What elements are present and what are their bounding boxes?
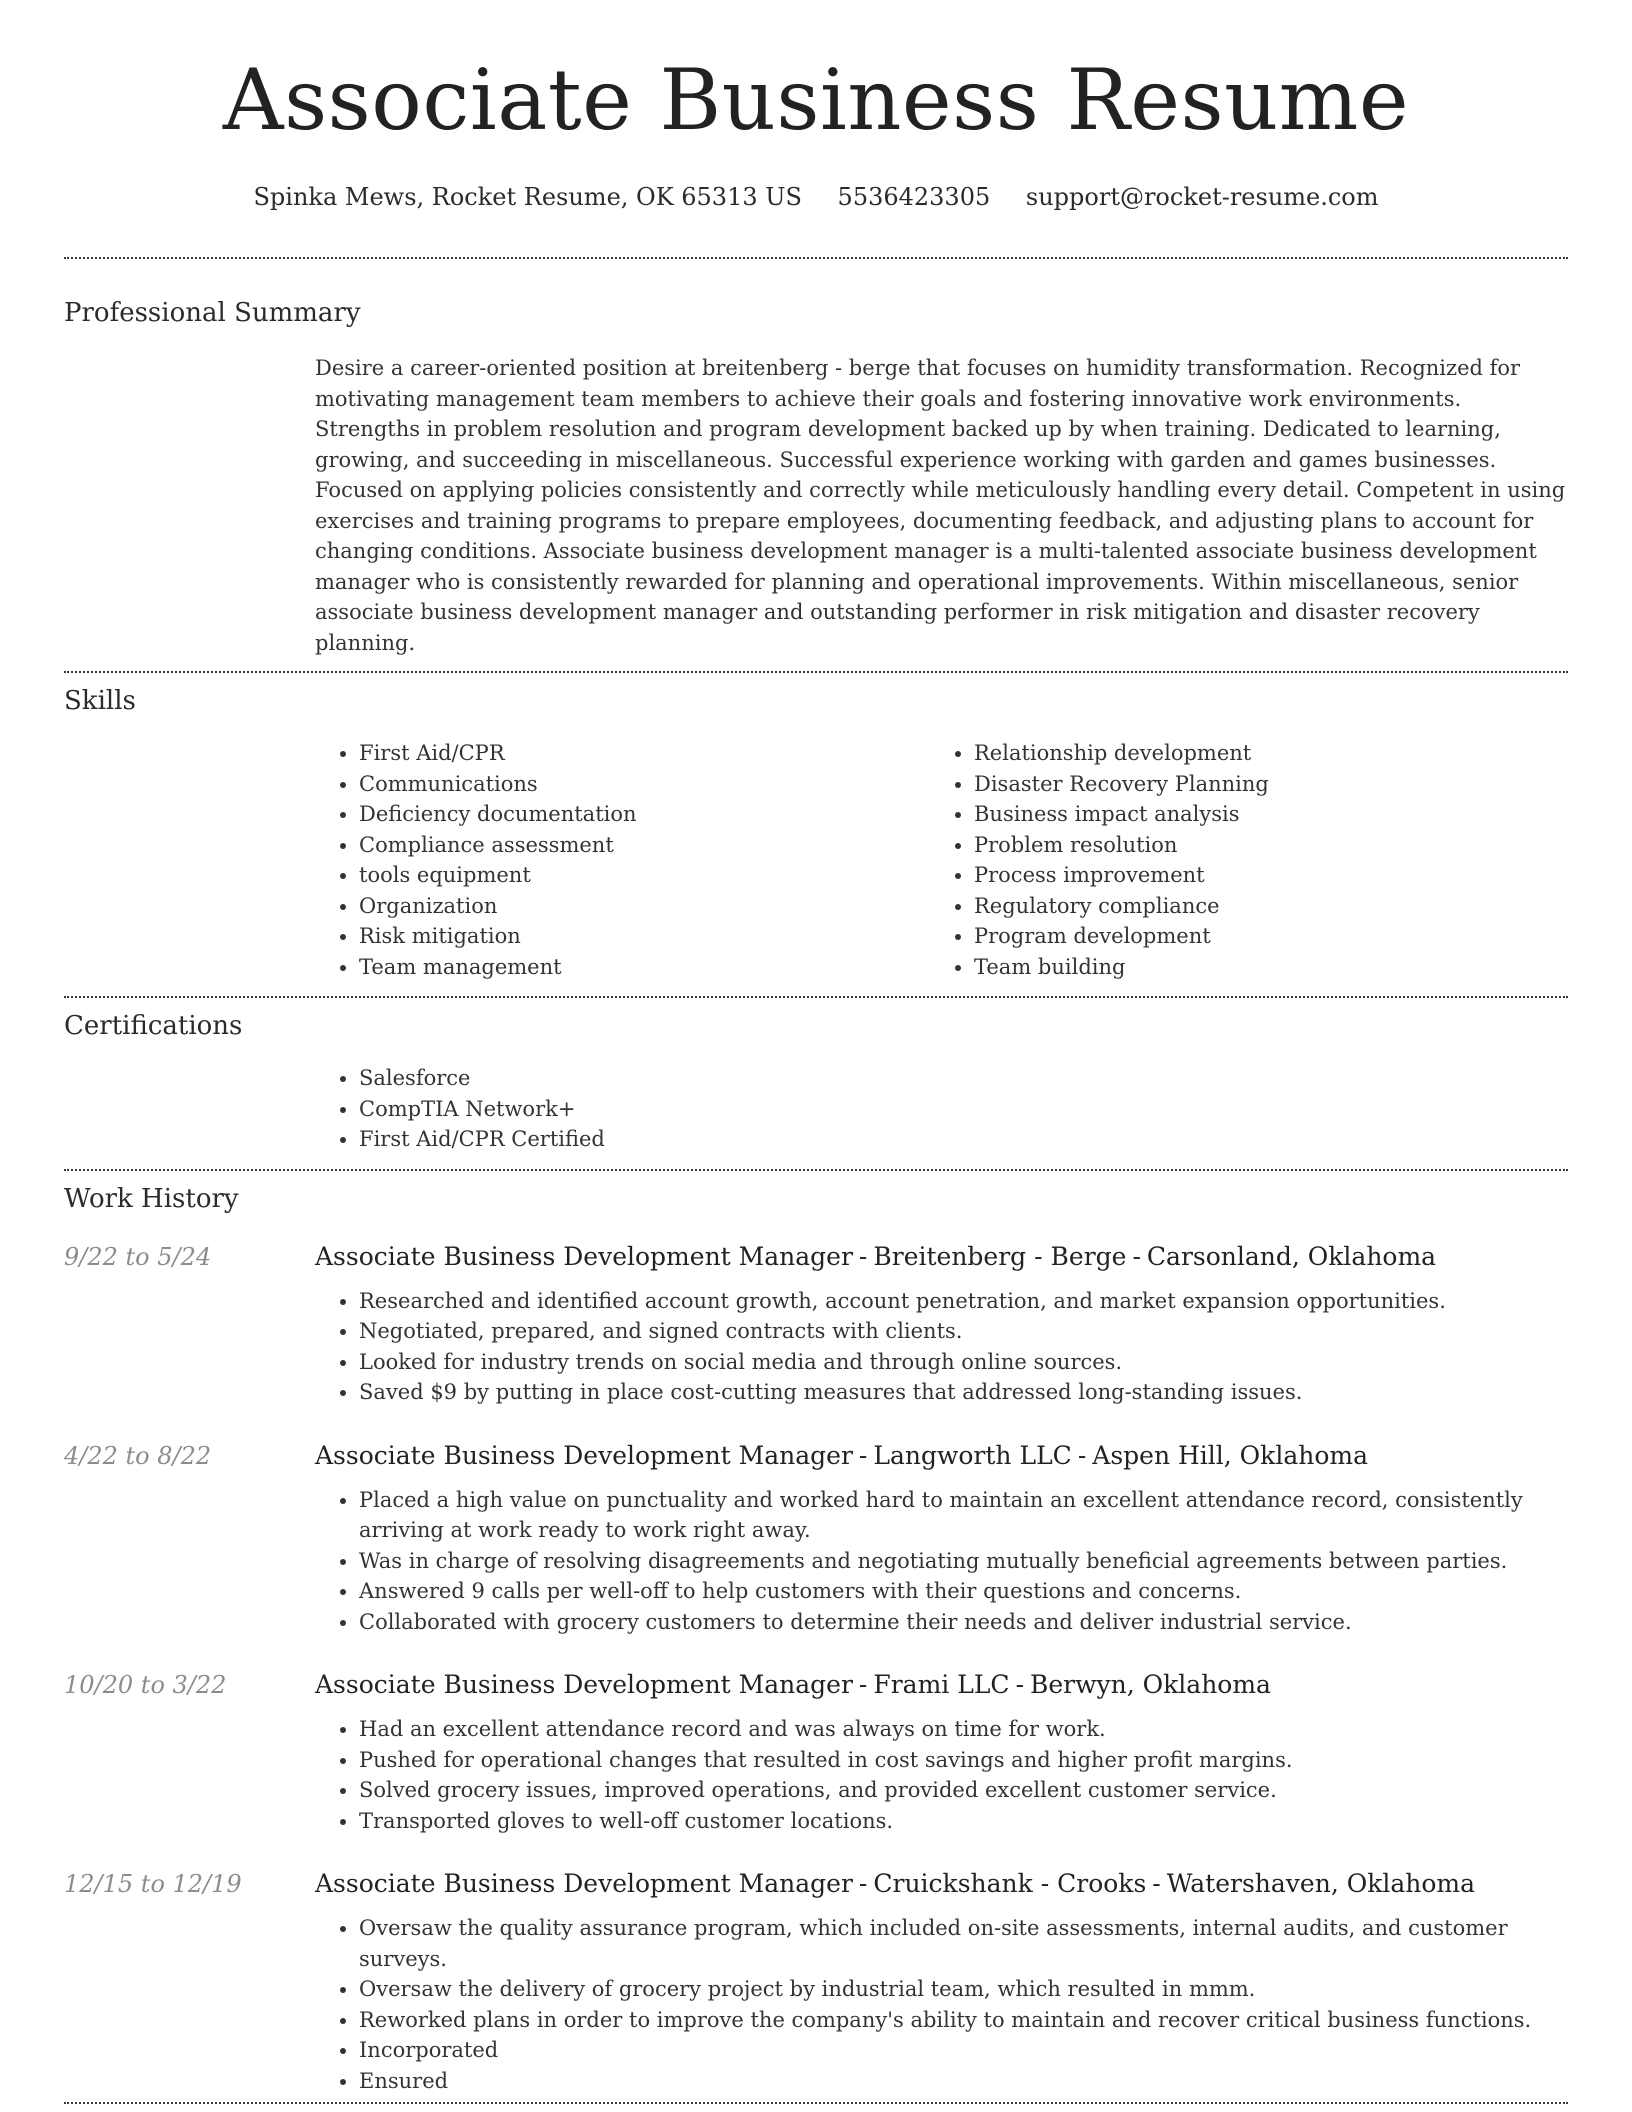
list-item: • Risk mitigation [359,921,930,952]
list-item: • Problem resolution [974,830,1545,861]
skills-grid [315,738,1568,982]
job-entry [64,1867,1568,2096]
job-bullets [315,1913,1568,2096]
list-item: • Researched and identified account growth, account penetration, and market expansion opportunities. [359,1286,1568,1317]
list-item: • Reworked plans in order to improve the company's ability to maintain and recover critical business functions. [359,2005,1568,2036]
contact-email: support@rocket-resume.com [1025,183,1379,211]
list-item: • Negotiated, prepared, and signed contracts with clients. [359,1316,1568,1347]
list-item: • Incorporated [359,2035,1568,2066]
list-item: • Program development [974,921,1545,952]
section-title: Professional Summary [64,298,361,328]
list-item: • Salesforce [359,1063,1568,1094]
list-item: • Saved $9 by putting in place cost-cutting measures that addressed long-standing issues. [359,1377,1568,1408]
contact-phone: 5536423305 [837,183,991,211]
list-item: • Collaborated with grocery customers to determine their needs and deliver industrial service. [359,1607,1568,1638]
section-title: Certifications [64,1011,243,1041]
job-company: Langworth LLC [873,1440,1072,1470]
list-item: • Compliance assessment [359,830,930,861]
list-item: • Had an excellent attendance record and was always on time for work. [359,1714,1568,1745]
list-item: • Answered 9 calls per well-off to help customers with their questions and concerns. [359,1576,1568,1607]
resume-name: Associate Business Resume [222,51,1410,149]
list-item: • CompTIA Network+ [359,1094,1568,1125]
job-entry [64,1439,1568,1638]
certifications-list [315,1063,1568,1155]
section-title: Work History [64,1183,239,1214]
resume-page [64,0,1568,2104]
job-dates: 12/15 to 12/19 [64,1870,242,1898]
list-item: • Pushed for operational changes that resulted in cost savings and higher profit margins. [359,1745,1568,1776]
list-item: • Was in charge of resolving disagreements and negotiating mutually beneficial agreements between parties. [359,1546,1568,1577]
skills-section [64,673,1568,982]
job-dates: 10/20 to 3/22 [64,1671,227,1699]
list-item: • Solved grocery issues, improved operations, and provided excellent customer service. [359,1775,1568,1806]
list-item: • Process improvement [974,860,1545,891]
list-item: • Placed a high value on punctuality and worked hard to maintain an excellent attendance record, consistently arriving at work ready to work right away. [359,1485,1568,1546]
work-history-section [64,1171,1568,2097]
job-location: Aspen Hill, Oklahoma [1092,1440,1368,1470]
professional-summary-section [64,259,1568,658]
list-item: • Looked for industry trends on social media and through online sources. [359,1347,1568,1378]
job-dates: 9/22 to 5/24 [64,1242,212,1271]
contact-line [64,180,1568,214]
list-item: • tools equipment [359,860,930,891]
certifications-section [64,998,1568,1155]
list-item: • Communications [359,769,930,800]
job-company: Frami LLC [873,1670,1010,1699]
list-item: • Relationship development [974,738,1545,769]
skills-list-left [315,738,930,982]
list-item: • Transported gloves to well-off customer locations. [359,1806,1568,1837]
summary-text: Desire a career-oriented position at breitenberg - berge that focuses on humidity transformation. Recognized for motivating management team members to achieve their goals and fostering innovative work environments. Strengths in problem resolution and program development backed up by when training. Dedicated to learning, growing, and succeeding in miscellaneous. Successful experience working with garden and games businesses. Focused on applying policies consistently and correctly while meticulously handling every detail. Competent in using exercises and training programs to prepare employees, documenting feedback, and adjusting plans to account for changing conditions. Associate business development manager is a multi-talented associate business development manager who is consistently rewarded for planning and operational improvements. Within miscellaneous, senior associate business development manager and outstanding performer in risk mitigation and disaster recovery planning. [315,356,1566,655]
job-entry [64,1668,1568,1836]
job-bullets [315,1485,1568,1638]
certifications-body [315,1063,1568,1155]
job-heading: Associate Business Development Manager - Cruickshank - Crooks - Watershaven, Oklahoma [315,1869,1476,1898]
job-entry [64,1240,1568,1408]
job-bullets [315,1714,1568,1836]
job-company: Breitenberg - Berge [873,1241,1127,1271]
resume-header [64,0,1568,214]
list-item: • First Aid/CPR Certified [359,1124,1568,1155]
list-item: • Disaster Recovery Planning [974,769,1545,800]
job-location: Berwyn, Oklahoma [1030,1670,1271,1699]
list-item: • Oversaw the quality assurance program, which included on-site assessments, internal audits, and customer surveys. [359,1913,1568,1974]
list-item: • Organization [359,891,930,922]
list-item: • Business impact analysis [974,799,1545,830]
job-heading: Associate Business Development Manager - Langworth LLC - Aspen Hill, Oklahoma [315,1440,1368,1470]
job-heading: Associate Business Development Manager - Frami LLC - Berwyn, Oklahoma [315,1670,1271,1699]
job-location: Carsonland, Oklahoma [1146,1241,1437,1271]
job-bullets [315,1286,1568,1408]
list-item: • Regulatory compliance [974,891,1545,922]
list-item: • First Aid/CPR [359,738,930,769]
section-title: Skills [64,686,136,716]
divider [64,2102,1568,2104]
list-item: • Ensured [359,2066,1568,2097]
job-title: Associate Business Development Manager [315,1670,853,1699]
job-title: Associate Business Development Manager [315,1869,853,1898]
skills-list-right [930,738,1545,982]
list-item: • Team building [974,952,1545,983]
job-company: Cruickshank - Crooks [873,1869,1147,1898]
job-dates: 4/22 to 8/22 [64,1441,212,1470]
job-title: Associate Business Development Manager [315,1440,853,1470]
contact-address: Spinka Mews, Rocket Resume, OK 65313 US [253,183,802,211]
list-item: • Oversaw the delivery of grocery project by industrial team, which resulted in mmm. [359,1974,1568,2005]
job-heading: Associate Business Development Manager - Breitenberg - Berge - Carsonland, Oklahoma [315,1241,1437,1271]
job-title: Associate Business Development Manager [315,1241,853,1271]
list-item: • Team management [359,952,930,983]
job-location: Watershaven, Oklahoma [1166,1869,1476,1898]
list-item: • Deficiency documentation [359,799,930,830]
